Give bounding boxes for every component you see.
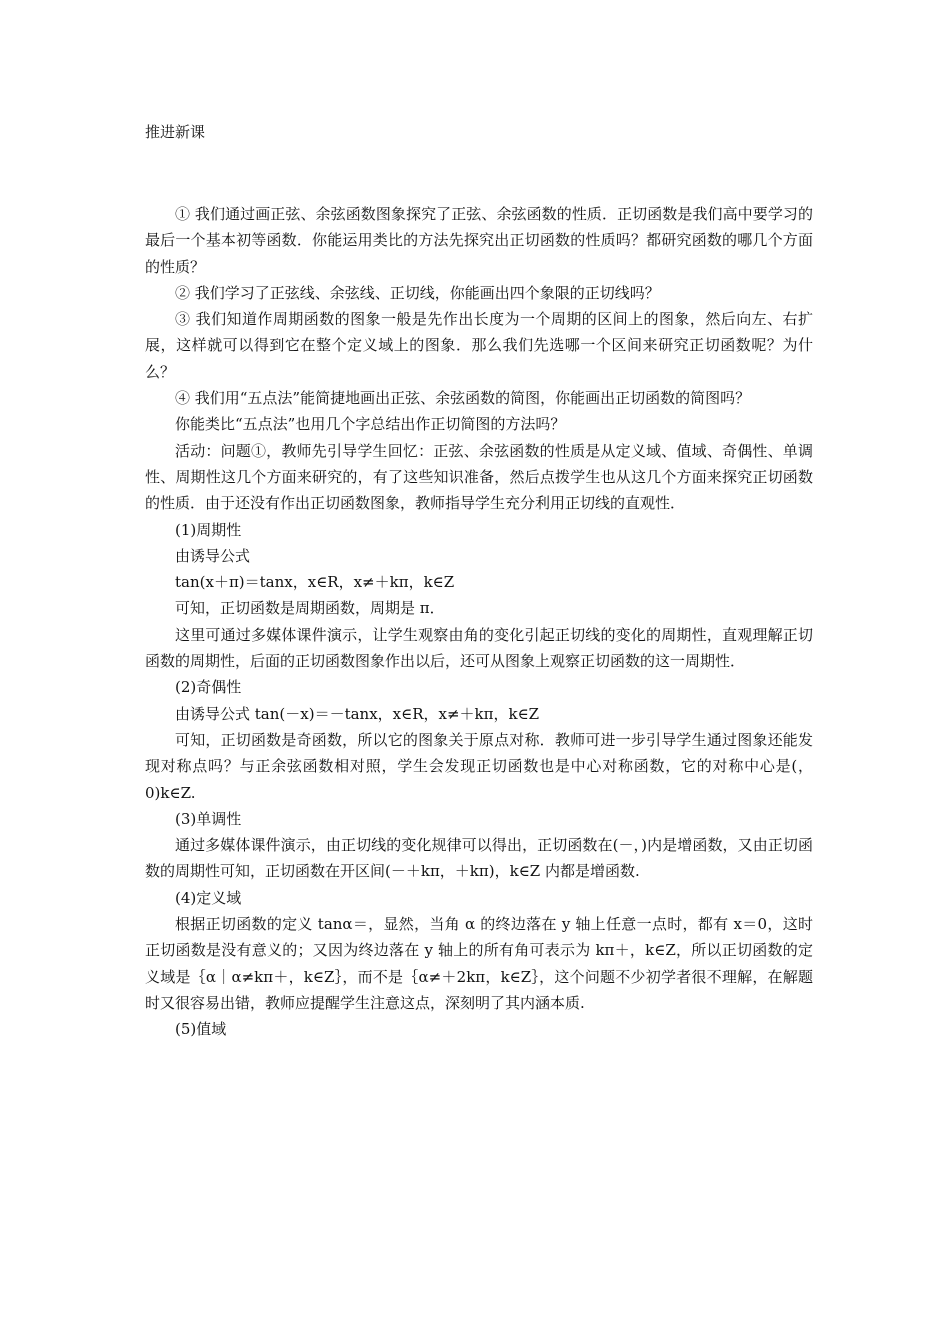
- question-2-paragraph: ② 我们学习了正弦线、余弦线、正切线，你能画出四个象限的正切线吗？: [175, 283, 660, 302]
- five-point-method-paragraph: 你能类比“五点法”也用几个字总结出作正切简图的方法吗？: [175, 415, 566, 434]
- activity-paragraph: 活动：问题①，教师先引导学生回忆：正弦、余弦函数的性质是从定义域、值域、奇偶性、单调性、周期性这几个方面来研究的，有了这些知识准备，然后点拨学生也从这几个方面来探究正切函数的性质．由于还没有作出正切函数图象，教师指导学生充分利用正切线的直观性．: [145, 441, 813, 513]
- document-body: [145, 201, 813, 1043]
- monotonicity-paragraph: 通过多媒体课件演示，由正切线的变化规律可以得出，正切函数在(－，)内是增函数，又由正切函数的周期性可知，正切函数在开区间(－＋kπ，＋kπ)，k∈Z 内都是增函数.: [145, 836, 813, 881]
- multimedia-demo-paragraph: 这里可通过多媒体课件演示，让学生观察由角的变化引起正切线的变化的周期性，直观理解正切函数的周期性，后面的正切函数图象作出以后，还可从图象上观察正切函数的这一周期性．: [145, 625, 813, 671]
- range-heading: (5)值域: [175, 1020, 227, 1039]
- parity-heading: (2)奇偶性: [175, 678, 242, 697]
- odd-function-paragraph: 可知，正切函数是奇函数，所以它的图象关于原点对称．教师可进一步引导学生通过图象还能发现对称点吗？与正余弦函数相对照，学生会发现正切函数也是中心对称函数，它的对称中心是(，0)k∈Z.: [145, 730, 813, 802]
- question-1-paragraph: ① 我们通过画正弦、余弦函数图象探究了正弦、余弦函数的性质．正切函数是我们高中要学习的最后一个基本初等函数．你能运用类比的方法先探究出正切函数的性质吗？都研究函数的哪几个方面的性质？: [145, 205, 813, 276]
- periodicity-heading: (1)周期性: [175, 520, 242, 539]
- question-4-paragraph: ④ 我们用“五点法”能简捷地画出正弦、余弦函数的简图，你能画出正切函数的简图吗？: [175, 389, 751, 408]
- domain-heading: (4)定义域: [175, 888, 242, 907]
- section-title: 推进新课: [145, 123, 206, 141]
- parity-formula: 由诱导公式 tan(－x)＝－tanx，x∈R，x≠＋kπ，k∈Z: [175, 704, 540, 723]
- induction-formula-label: 由诱导公式: [175, 546, 251, 565]
- domain-paragraph: 根据正切函数的定义 tanα＝，显然，当角 α 的终边落在 y 轴上任意一点时，都有 x＝0，这时正切函数是没有意义的；又因为终边落在 y 轴上的所有角可表示为 kπ＋，k∈Z，所以正切函数的定义域是｛α｜α≠kπ＋，k∈Z｝，而不是｛α≠＋2kπ，k∈Z｝，这个问题不少初学者很不理解，在解题时又很容易出错，教师应提醒学生注意这点，深刻明了其内涵本质.: [145, 915, 813, 1012]
- period-conclusion: 可知，正切函数是周期函数，周期是 π．: [175, 599, 445, 618]
- question-3-paragraph: ③ 我们知道作周期函数的图象一般是先作出长度为一个周期的区间上的图象，然后向左、右扩展，这样就可以得到它在整个定义域上的图象．那么我们先选哪一个区间来研究正切函数呢？为什么？: [145, 310, 813, 381]
- periodicity-formula: tan(x＋π)＝tanx，x∈R，x≠＋kπ，k∈Z: [175, 573, 455, 592]
- monotonicity-heading: (3)单调性: [175, 809, 242, 828]
